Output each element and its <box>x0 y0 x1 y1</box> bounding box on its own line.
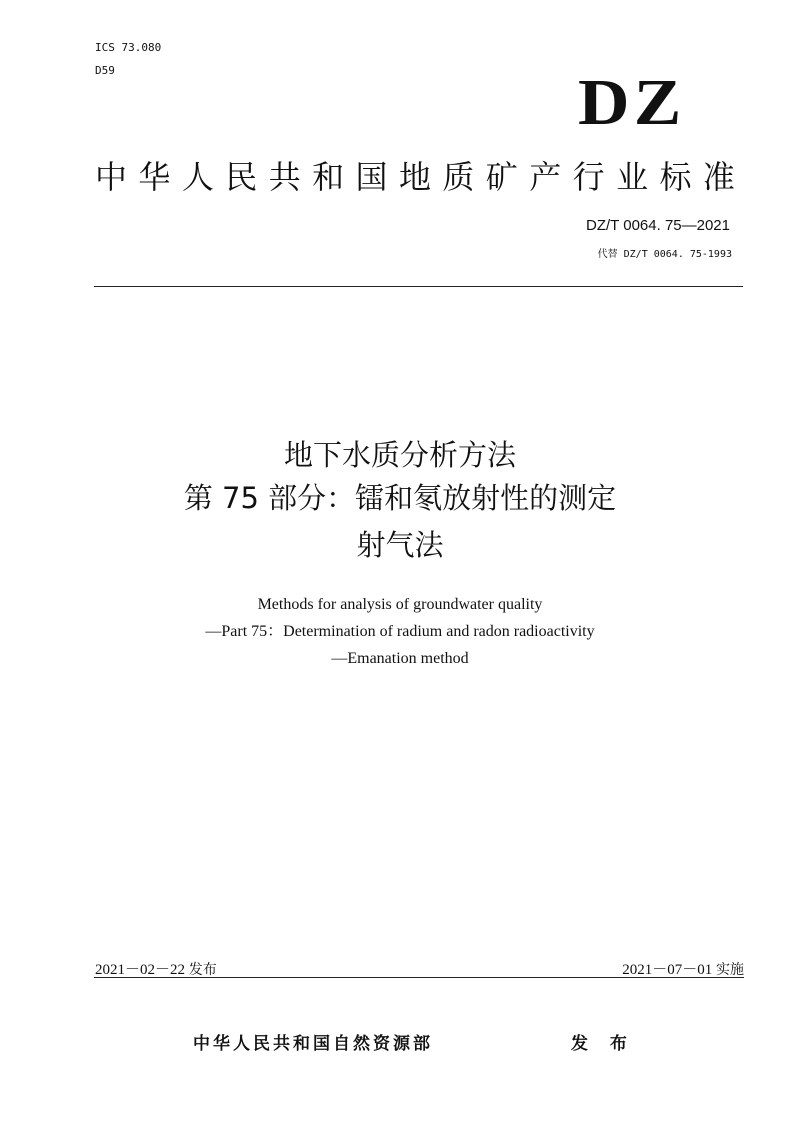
standard-type-char: 和 <box>312 158 345 196</box>
standard-type-char: 民 <box>225 158 258 196</box>
standard-type-char: 准 <box>702 158 735 196</box>
dz-logo: DZ <box>577 66 686 139</box>
standard-type-char: 产 <box>529 158 562 196</box>
standard-type-heading <box>95 157 735 197</box>
standard-type-char: 共 <box>268 158 301 196</box>
ccs-code: D59 <box>95 64 115 77</box>
issue-word: 发 布 <box>571 1034 635 1054</box>
title-en-line3: —Emanation method <box>331 650 469 667</box>
standard-type-char: 国 <box>355 158 388 196</box>
publish-date: 2021－02－22 <box>95 962 186 978</box>
publish-date-block <box>95 958 217 979</box>
ics-code: ICS 73.080 <box>95 41 162 54</box>
standard-type-char: 人 <box>181 158 214 196</box>
standard-type-char: 行 <box>572 158 605 196</box>
title-en-line2: —Part 75：Determination of radium and radon radioactivity <box>205 623 595 640</box>
footer-divider <box>94 977 744 978</box>
title-zh-line1: 地下水质分析方法 <box>283 438 516 472</box>
publish-label: 发布 <box>188 962 217 978</box>
issuing-authority: 中华人民共和国自然资源部 <box>193 1034 433 1054</box>
standard-type-char: 地 <box>398 158 431 196</box>
title-en-line1: Methods for analysis of groundwater quality <box>257 596 543 613</box>
implement-date: 2021－07－01 <box>622 962 713 978</box>
implement-date-block <box>622 958 744 979</box>
standard-type-char: 华 <box>138 158 171 196</box>
title-zh-line3: 射气法 <box>356 528 444 562</box>
standard-type-char: 标 <box>659 158 692 196</box>
replaces-note: 代替 DZ/T 0064. 75-1993 <box>597 249 732 260</box>
standard-type-char: 中 <box>95 158 128 196</box>
standard-type-char: 矿 <box>485 158 518 196</box>
header-divider <box>94 286 743 287</box>
title-zh-line2: 第 75 部分：镭和氡放射性的测定 <box>183 481 617 515</box>
standard-number: DZ/T 0064. 75—2021 <box>586 217 730 234</box>
implement-label: 实施 <box>716 962 744 978</box>
standard-type-char: 业 <box>616 158 649 196</box>
standard-type-char: 质 <box>442 158 475 196</box>
